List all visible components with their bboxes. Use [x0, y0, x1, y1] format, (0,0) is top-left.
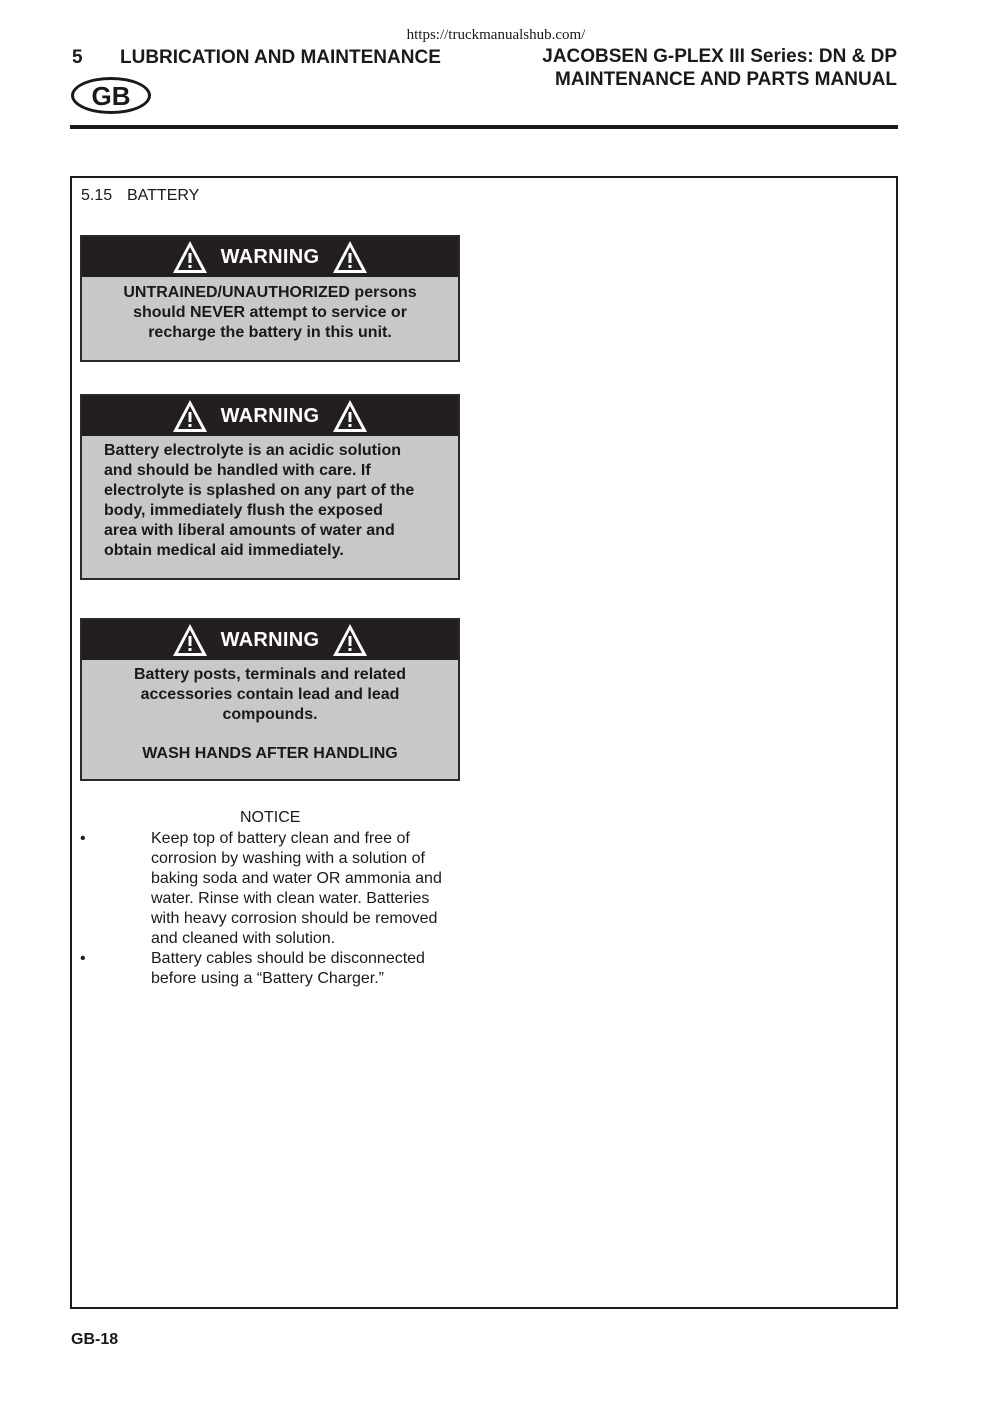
section-heading-title: BATTERY [127, 187, 200, 204]
warning-line: electrolyte is splashed on any part of the [104, 482, 415, 499]
warning-line: and should be handled with care. If [104, 462, 371, 479]
language-badge: GB [71, 77, 151, 114]
notice-title: NOTICE [240, 809, 301, 826]
warning-triangle-icon [171, 622, 209, 658]
list-line: and cleaned with solution. [151, 930, 336, 947]
list-item [80, 949, 460, 989]
page-number: GB-18 [71, 1331, 119, 1348]
warning-line: obtain medical aid immediately. [104, 542, 344, 559]
chapter-title: LUBRICATION AND MAINTENANCE [120, 47, 441, 68]
header-divider [70, 125, 898, 129]
warning-line: body, immediately flush the exposed [104, 502, 383, 519]
warning-triangle-icon [171, 239, 209, 275]
list-line: corrosion by washing with a solution of [151, 850, 425, 867]
bullet: • [80, 830, 86, 847]
warning-triangle-icon [331, 239, 369, 275]
warning-emphasis: WASH HANDS AFTER HANDLING [142, 745, 398, 762]
warning-line: recharge the battery in this unit. [148, 324, 392, 341]
section-heading-number: 5.15 [81, 187, 113, 204]
warning-line: area with liberal amounts of water and [104, 522, 395, 539]
list-line: water. Rinse with clean water. Batteries [151, 890, 430, 907]
list-line: Battery cables should be disconnected [151, 950, 425, 967]
warning-box-unauthorized [80, 235, 460, 362]
manual-title-line-1: JACOBSEN G-PLEX III Series: DN & DP [542, 46, 897, 67]
manual-title [542, 45, 897, 91]
warning-line: UNTRAINED/UNAUTHORIZED persons [123, 284, 417, 301]
warning-line: Battery electrolyte is an acidic solution [104, 442, 401, 459]
warning-header [82, 396, 458, 436]
notice-list [80, 829, 460, 989]
warning-triangle-icon [331, 622, 369, 658]
list-item [80, 829, 460, 949]
warning-triangle-icon [171, 398, 209, 434]
warning-header [82, 620, 458, 660]
list-line: baking soda and water OR ammonia and [151, 870, 442, 887]
list-line: Keep top of battery clean and free of [151, 830, 410, 847]
warning-text [82, 436, 458, 561]
section-heading [81, 187, 199, 205]
warning-box-lead [80, 618, 460, 781]
bullet: • [80, 950, 86, 967]
list-item-text [151, 949, 451, 989]
warning-line: Battery posts, terminals and related [133, 666, 407, 683]
warning-title: WARNING [220, 404, 320, 427]
warning-title: WARNING [220, 245, 320, 268]
warning-line: compounds. [222, 706, 318, 723]
source-url: https://truckmanualshub.com/ [406, 27, 586, 43]
warning-text [82, 277, 458, 343]
warning-text [82, 660, 458, 764]
warning-box-electrolyte [80, 394, 460, 580]
list-line: before using a “Battery Charger.” [151, 970, 385, 987]
warning-header [82, 237, 458, 277]
warning-line: accessories contain lead and lead [140, 686, 400, 703]
list-item-text [151, 829, 451, 949]
list-line: with heavy corrosion should be removed [151, 910, 438, 927]
warning-line: should NEVER attempt to service or [133, 304, 407, 321]
section-number: 5 [72, 47, 83, 68]
manual-title-line-2: MAINTENANCE AND PARTS MANUAL [555, 69, 897, 90]
warning-title: WARNING [220, 628, 320, 651]
warning-triangle-icon [331, 398, 369, 434]
